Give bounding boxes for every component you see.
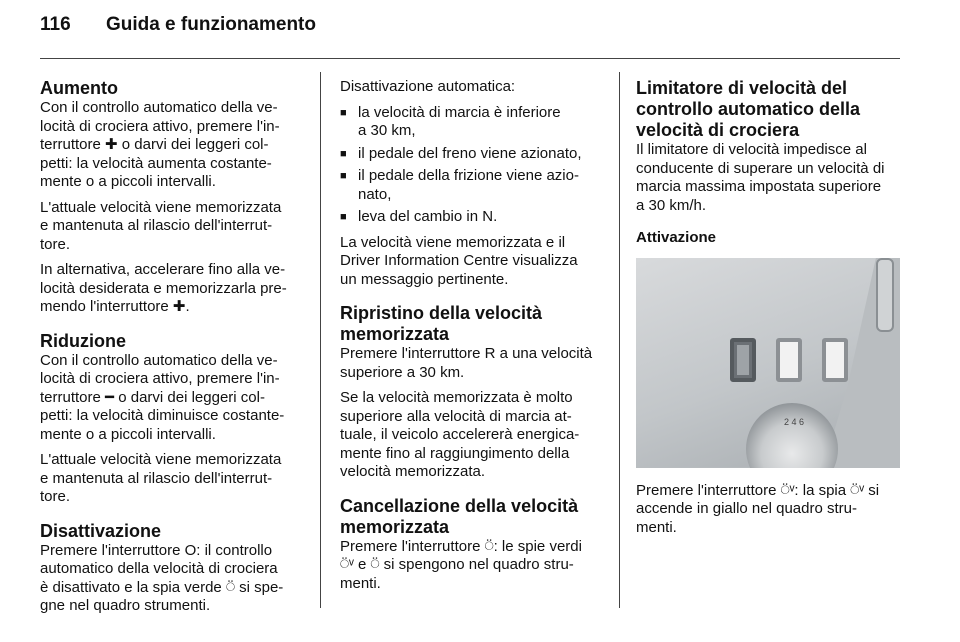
heading-ripristino: Ripristino della velocità memorizzata — [340, 303, 543, 344]
cancellazione-p1: Premere l'interruttore ⍥: le spie verdi ⍥ᵛ e ⍥ si spengono nel quadro stru- menti. — [340, 537, 582, 592]
column-3 — [636, 78, 906, 544]
auto-deactivation-p: La velocità viene memorizzata e il Driver Information Centre visualizza un messaggio pertinente. — [340, 233, 578, 288]
heading-attivazione: Attivazione — [636, 229, 717, 246]
list-item: ■ la velocità di marcia è inferiore a 30 km, — [340, 104, 612, 141]
list-item: ■ leva del cambio in N. — [340, 208, 612, 227]
aumento-p2: L'attuale velocità viene memorizzata e mantenuta al rilascio dell'interrut- tore. — [40, 198, 282, 253]
column-divider-1 — [320, 72, 321, 608]
aumento-p1: Con il controllo automatico della ve- locità di crociera attivo, premere l'in- terruttore ✚ o darvi dei leggeri col- petti: la velocità aumenta costante- mente o a piccoli intervalli. — [40, 99, 280, 190]
heading-limitatore: Limitatore di velocità del controllo automatico della velocità di crociera — [636, 78, 861, 140]
blank-switch — [822, 338, 848, 382]
gear-knob-label: 2 4 6 — [784, 416, 805, 427]
column-divider-2 — [619, 72, 620, 608]
page-number: 116 — [40, 14, 71, 35]
column-1 — [40, 78, 312, 623]
column-2 — [340, 78, 612, 600]
heading-disattivazione: Disattivazione — [40, 520, 162, 541]
auto-deactivation-intro: Disattivazione automatica: — [340, 78, 516, 95]
ripristino-p2: Se la velocità memorizzata è molto superiore alla velocità di marcia at- tuale, il veicolo accelererà energica- mente fino al raggiungimento della velocità memorizzata. — [340, 389, 580, 480]
attivazione-p: Premere l'interruttore ⍥ᵛ: la spia ⍥ᵛ si accende in giallo nel quadro stru- menti. — [636, 481, 880, 536]
heading-cancellazione: Cancellazione della velocità memorizzata — [340, 495, 579, 537]
header-rule — [40, 58, 900, 59]
limitatore-p1: Il limitatore di velocità impedisce al conducente di superare un velocità di marcia massima impostata superiore a 30 km/h. — [636, 141, 885, 214]
ripristino-p1: Premere l'interruttore R a una velocità superiore a 30 km. — [340, 345, 593, 381]
heading-riduzione: Riduzione — [40, 330, 126, 351]
riduzione-p2: L'attuale velocità viene memorizzata e mantenuta al rilascio dell'interrut- tore. — [40, 451, 282, 505]
page-header — [40, 14, 316, 36]
panel-rim — [876, 258, 894, 332]
list-item: ■ il pedale della frizione viene azio- nato, — [340, 167, 612, 204]
blank-switch — [776, 338, 802, 382]
riduzione-p1: Con il controllo automatico della ve- locità di crociera attivo, premere l'in- terruttore ━ o darvi dei leggeri col- petti: la velocità diminuisce costante- mente o a piccoli intervalli. — [40, 351, 285, 443]
dashboard-switch-photo — [636, 258, 900, 468]
aumento-p3: In alternativa, accelerare fino alla ve- locità desiderata e memorizzarla pre- mendo l'interruttore ✚. — [40, 261, 287, 315]
speed-limiter-switch — [730, 338, 756, 382]
chapter-title: Guida e funzionamento — [105, 14, 316, 35]
auto-deactivation-list — [340, 104, 612, 227]
disattivazione-p1: Premere l'interruttore O: il controllo automatico della velocità di crociera è disattivato e la spia verde ⍥ si spe- gne nel quadro strumenti. — [40, 541, 284, 614]
list-item: ■ il pedale del freno viene azionato, — [340, 145, 612, 164]
heading-aumento: Aumento — [40, 78, 118, 98]
